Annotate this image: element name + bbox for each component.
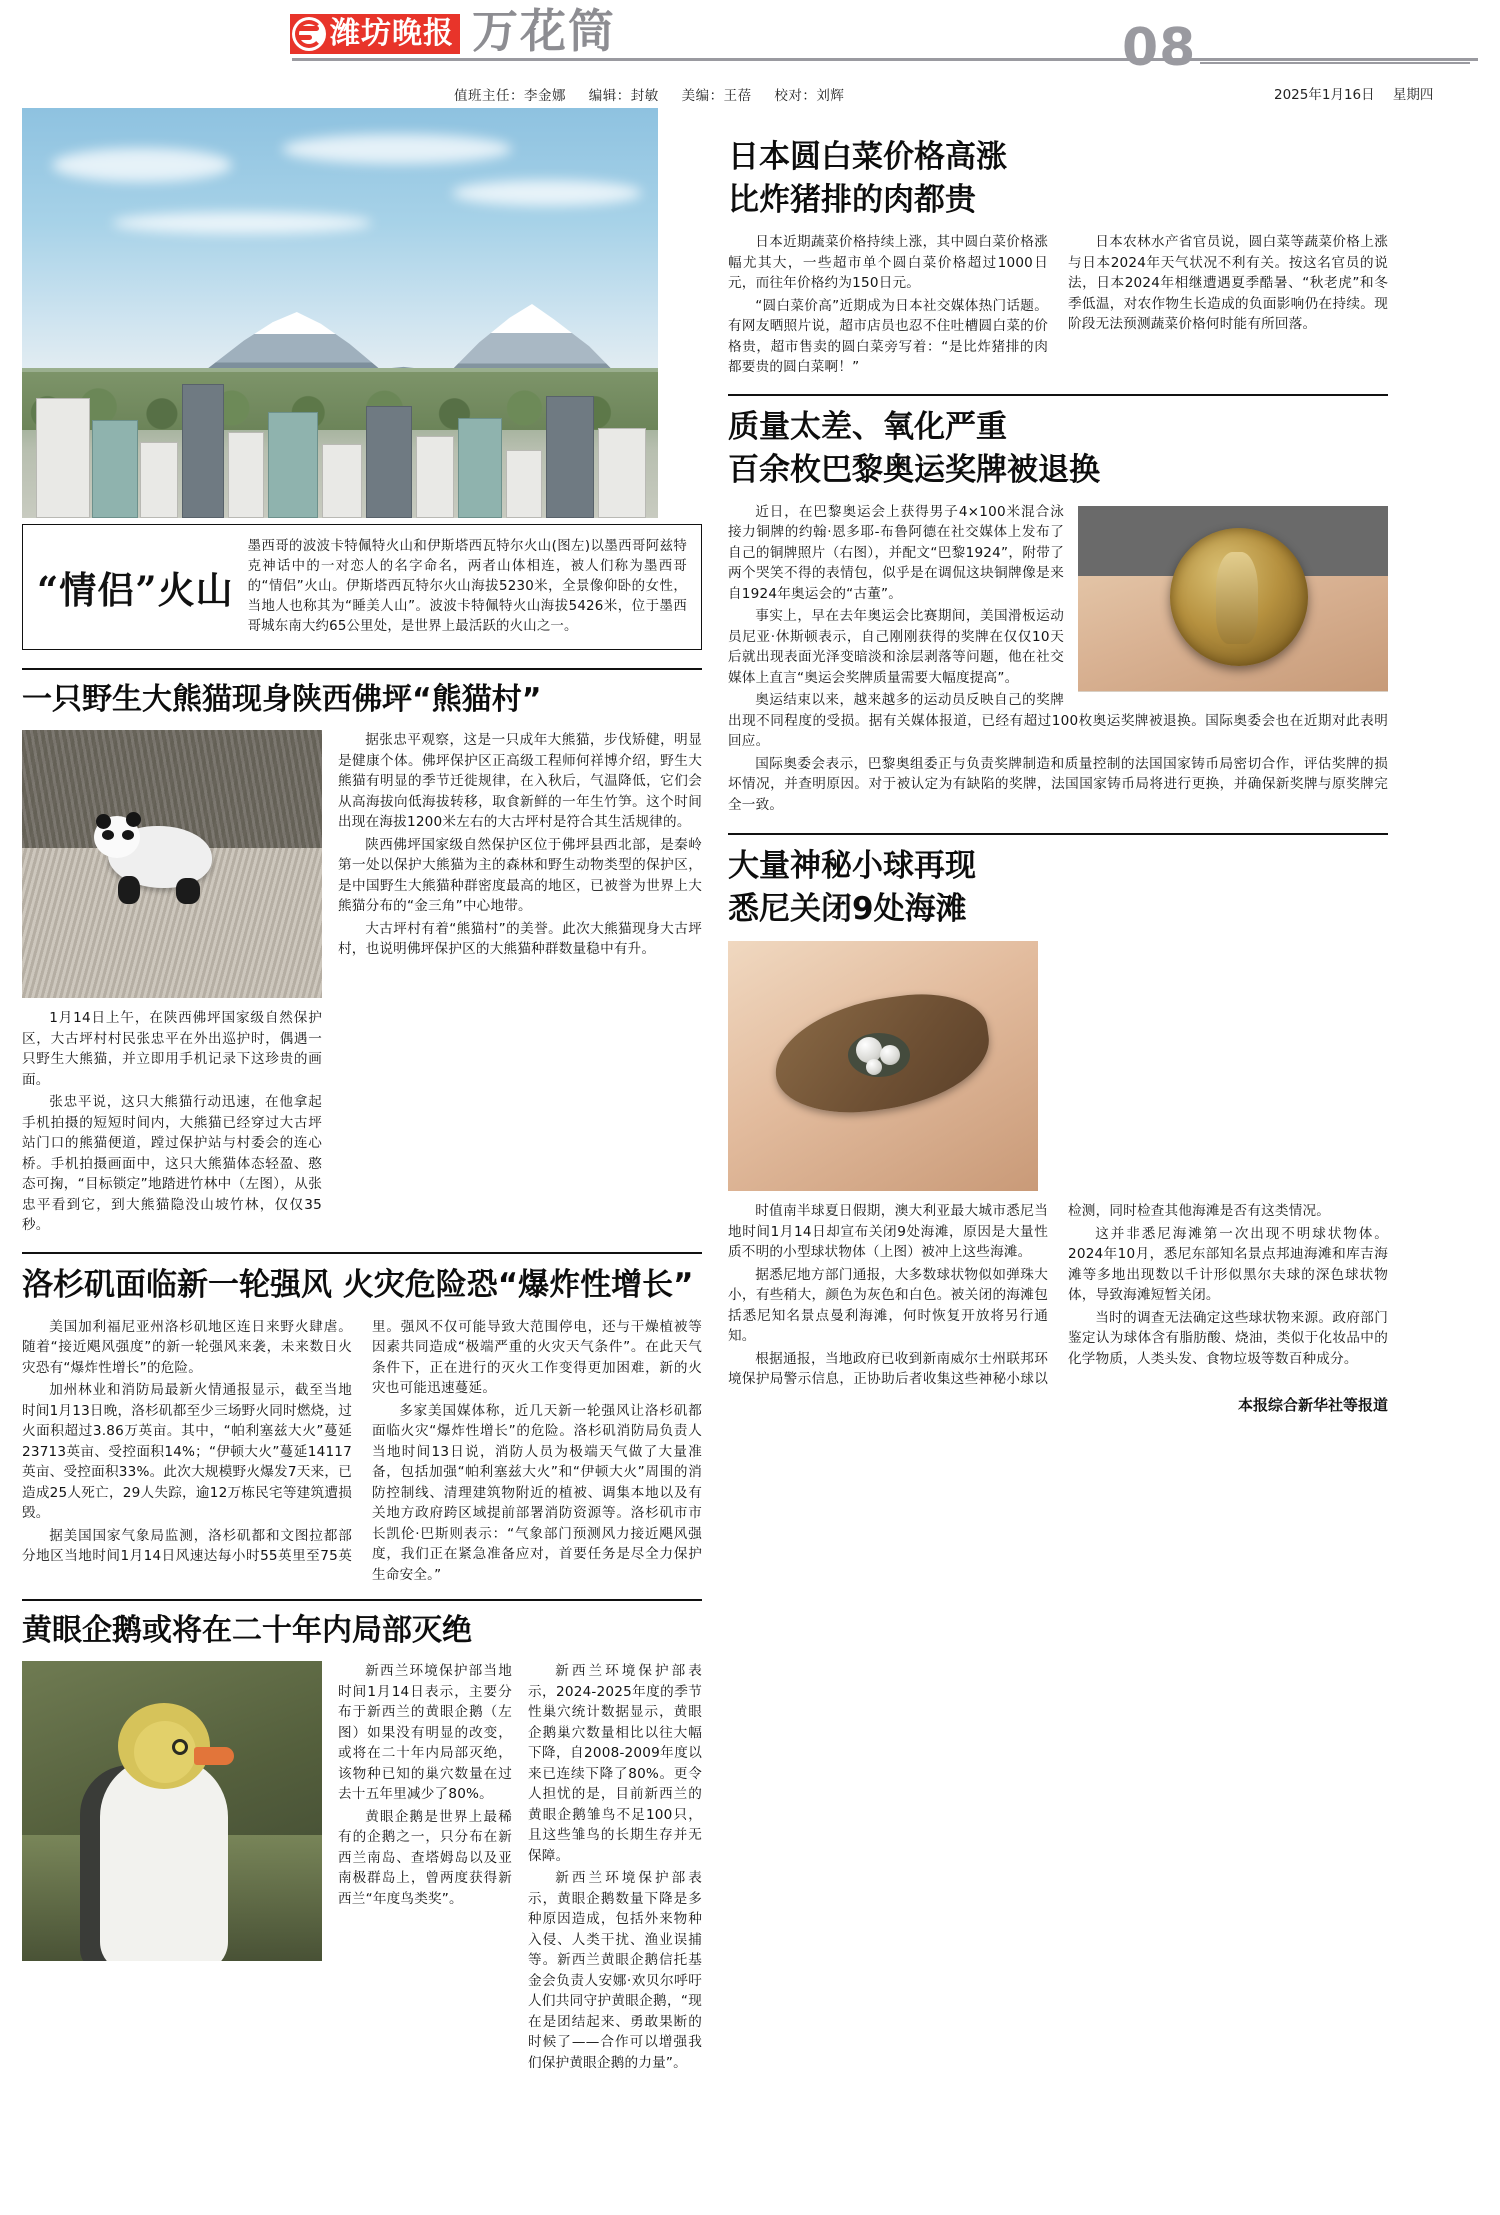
content-columns bbox=[22, 108, 1478, 2075]
byline-duty-director: 值班主任：李金娜 bbox=[454, 88, 566, 104]
penguin-paragraph-3: 新西兰环境保护部表示，黄眼企鹅数量下降是多种原因造成，包括外来物种入侵、人类干扰、渔业误捕等。新西兰黄眼企鹅信托基金会负责人安娜·欢贝尔呼吁人们共同守护黄眼企鹅，“现在是团结起来、勇敢果断的时候了——合作可以增强我们保护黄眼企鹅的力量”。 bbox=[528, 1870, 702, 2071]
penguin-beak-shape bbox=[194, 1747, 234, 1765]
medal-paragraph-2: 奥运结束以来，越来越多的运动员反映自己的奖牌出现不同程度的受损。据有关媒体报道，已经有超过100枚奥运奖牌被退换。国际奥委会也在近期对此表明回应。 bbox=[728, 692, 1388, 749]
cabbage-paragraph-1: “圆白菜价高”近期成为日本社交媒体热门话题。有网友晒照片说，超市店员也忍不住吐槽圆白菜的价格贵，超市售卖的圆白菜旁写着：“是比炸猪排的肉都要贵的圆白菜啊！” bbox=[728, 297, 1048, 375]
paris-olympic-medal-photo bbox=[1078, 506, 1388, 692]
sydney-rule-top bbox=[728, 833, 1388, 835]
penguin-paragraph-1: 黄眼企鹅是世界上最稀有的企鹅之一，只分布在新西兰南岛、查塔姆岛以及亚南极群岛上，曾两度获得新西兰“年度鸟类奖”。 bbox=[338, 1808, 512, 1907]
medal-paragraph-1: 事实上，早在去年奥运会比赛期间，美国滑板运动员尼亚·休斯顿表示，自己刚刚获得的奖牌在仅仅10天后就出现表面光泽变暗淡和涂层剥落等问题，他在社交媒体上直言“奥运会奖牌质量需要大幅度提高”。 bbox=[728, 608, 1064, 686]
supplement-name: 万花筒 bbox=[472, 4, 616, 58]
masthead-rule bbox=[292, 58, 1478, 61]
date-text: 2025年1月16日 bbox=[1274, 87, 1375, 103]
penguin-rule-top bbox=[22, 1599, 702, 1601]
cabbage-headline-line2: 比炸猪排的肉都贵 bbox=[728, 182, 976, 218]
panda-paragraph-2: 据张忠平观察，这是一只成年大熊猫，步伐矫健，明显是健康个体。佛坪保护区正高级工程师何祥博介绍，野生大熊猫有明显的季节迁徙规律，在入秋后，气温降低，它们会从高海拔向低海拔转移，取食新鲜的一年生竹笋。这个时间出现在海拔1200米左右的大古坪村是符合其生活规律的。 bbox=[338, 732, 702, 830]
byline-editor: 编辑：封敏 bbox=[588, 88, 659, 104]
medal-headline-line1: 质量太差、氧化严重 bbox=[728, 408, 1007, 445]
la-fire-headline: 洛杉矶面临新一轮强风 火灾危险恐“爆炸性增长” bbox=[22, 1266, 694, 1303]
sydney-paragraph-1: 据悉尼地方部门通报，大多数球状物似如弹珠大小，有些稍大，颜色为灰色和白色。被关闭的海滩包括悉尼知名景点曼利海滩，何时恢复开放将另行通知。 bbox=[728, 1266, 1048, 1344]
source-attribution: 本报综合新华社等报道 bbox=[1237, 1395, 1388, 1414]
paper-logo-box bbox=[290, 14, 460, 54]
penguin-paragraph-0: 新西兰环境保护部当地时间1月14日表示，主要分布于新西兰的黄眼企鹅（左图）如果没有明显的改变，或将在二十年内局部灭绝，该物种已知的巢穴数量在过去十五年里减少了80%。 bbox=[338, 1663, 512, 1802]
medal-paragraph-3: 国际奥委会表示，巴黎奥组委正与负责奖牌制造和质量控制的法国国家铸币局密切合作，评估奖牌的损坏情况，并查明原因。对于被认定为有缺陷的奖牌，法国国家铸币局将进行更换，并确保新奖牌与原奖牌完全一致。 bbox=[728, 755, 1388, 813]
volcano-headline: “情侣”火山 bbox=[37, 568, 234, 612]
byline bbox=[454, 84, 862, 104]
yellow-eyed-penguin-photo bbox=[22, 1661, 322, 1961]
cabbage-paragraph-2: 日本农林水产省官员说，圆白菜等蔬菜价格上涨与日本2024年天气状况不利有关。按这名官员的说法，日本2024年相继遭遇夏季酷暑、“秋老虎”和冬季低温，对农作物生长造成的负面影响仍在持续。现阶段无法预测蔬菜价格何时能有所回落。 bbox=[1068, 234, 1388, 332]
la-fire-paragraph-2: 据美国国家气象局监测，洛杉矶都和文图拉都部分地区当地时间1月14日风速达每小时55英里至75英里。强风不仅可能导致大范围停电，还与干燥植被等因素共同造成“极端严重的火灾天气条件”。在此天气条件下，正在进行的灭火工作变得更加困难，新的火灾也可能迅速蔓延。 bbox=[22, 1318, 702, 1564]
wild-panda-photo bbox=[22, 730, 322, 998]
penguin-headline: 黄眼企鹅或将在二十年内局部灭绝 bbox=[22, 1613, 472, 1648]
la-fire-paragraph-3: 多家美国媒体称，近几天新一轮强风让洛杉矶都面临火灾“爆炸性增长”的危险。洛杉矶消防局负责人当地时间13日说，消防人员为极端天气做了大量准备，包括加强“帕利塞兹大火”和“伊顿大火”周围的消防控制线、清理建筑物附近的植被、调集本地以及有关地方政府跨区域提前部署消防资源等。洛杉矶市市长凯伦·巴斯则表示：“气象部门预测风力接近飓风强度，我们正在紧急准备应对，首要任务是尽全力保护生命安全。” bbox=[372, 1402, 702, 1583]
la-fire-rule-top bbox=[22, 1252, 702, 1254]
page-number: 08 bbox=[1122, 18, 1197, 78]
panda-paragraph-4: 大古坪村有着“熊猫村”的美誉。此次大熊猫现身大古坪村，也说明佛坪保护区的大熊猫种群数量稳中有升。 bbox=[338, 920, 702, 957]
paper-name: 潍坊晚报 bbox=[330, 16, 454, 51]
panda-paragraph-0: 1月14日上午，在陕西佛坪国家级自然保护区，大古坪村村民张忠平在外出巡护时，偶遇一只野生大熊猫，并立即用手机记录下这珍贵的画面。 bbox=[22, 1010, 322, 1088]
cabbage-headline-line1: 日本圆白菜价格高涨 bbox=[728, 139, 1007, 175]
weekday-text: 星期四 bbox=[1392, 87, 1434, 103]
volcano-city-photo bbox=[22, 108, 658, 518]
penguin-eye-shape bbox=[172, 1739, 188, 1755]
penguin-paragraph-2: 新西兰环境保护部表示，2024-2025年度的季节性巢穴统计数据显示，黄眼企鹅巢穴数量相比以往大幅下降，自2008-2009年度以来已连续下降了80%。更令人担忧的是，目前新西兰的黄眼企鹅雏鸟不足100只，且这些雏鸟的长期生存并无保障。 bbox=[528, 1663, 702, 1864]
medal-disc-shape bbox=[1170, 528, 1308, 666]
masthead-rule-right bbox=[1200, 62, 1470, 64]
dateline bbox=[1260, 83, 1433, 103]
left-column bbox=[22, 108, 702, 2075]
sydney-paragraph-2: 根据通报，当地政府已收到新南威尔士州联邦环境保护局警示信息，正协助后者收集这些神秘小球以检测，同时检查其他海滩是否有这类情况。 bbox=[728, 1203, 1331, 1387]
medal-rule-top bbox=[728, 394, 1388, 396]
medal-headline-line2: 百余枚巴黎奥运奖牌被退换 bbox=[728, 451, 1100, 488]
masthead bbox=[22, 0, 1478, 104]
la-fire-paragraph-1: 加州林业和消防局最新火情通报显示，截至当地时间1月13日晚，洛杉矶都至少三场野火同时燃烧，过火面积超过3.86万英亩。其中，“帕利塞兹大火”蔓延23713英亩、受控面积14%；“伊顿大火”蔓延14117英亩、受控面积33%。此次大规模野火爆发7天来，已造成25人死亡，29人失踪，逾12万栋民宅等建筑遭损毁。 bbox=[22, 1382, 353, 1521]
panda-headline: 一只野生大熊猫现身陕西佛坪“熊猫村” bbox=[22, 682, 542, 717]
panda-rule-top bbox=[22, 668, 702, 670]
volcano-caption: 墨西哥的波波卡特佩特火山和伊斯塔西瓦特尔火山(图左)以墨西哥阿兹特克神话中的一对恋人的名字命名，两者山体相连，被人们称为墨西哥的“情侣”火山。伊斯塔西瓦特尔火山海拔5230米，全景像仰卧的女性，当地人也称其为“睡美人山”。波波卡特佩特火山海拔5426米，位于墨西哥城东南大约65公里处，是世界上最活跃的火山之一。 bbox=[247, 539, 687, 634]
byline-art-editor: 美编：王蓓 bbox=[681, 88, 752, 104]
cabbage-paragraph-0: 日本近期蔬菜价格持续上涨，其中圆白菜价格涨幅尤其大，一些超市单个圆白菜价格超过1000日元，而往年价格约为150日元。 bbox=[728, 234, 1048, 291]
panda-paragraph-1: 张忠平说，这只大熊猫行动迅速，在他拿起手机拍摄的短短时间内，大熊猫已经穿过大古坪站门口的熊猫便道，蹚过保护站与村委会的连心桥。手机拍摄画面中，这只大熊猫体态轻盈、憨态可掬，“目标锁定”地踏进竹林中（左图），从张忠平看到它，到大熊猫隐没山坡竹林，仅仅35秒。 bbox=[22, 1094, 322, 1233]
medal-paragraph-0: 近日，在巴黎奥运会上获得男子4×100米混合泳接力铜牌的约翰·恩多耶-布鲁阿德在社交媒体上发布了自己的铜牌照片（右图），并配文“巴黎1924”，附带了两个哭笑不得的表情包，似乎是在调侃这块铜牌像是来自1924年奥运会的“古董”。 bbox=[728, 503, 1064, 602]
la-fire-paragraph-0: 美国加利福尼亚州洛杉矶地区连日来野火肆虐。随着“接近飓风强度”的新一轮强风来袭，未来数日火灾恐有“爆炸性增长”的危险。 bbox=[22, 1318, 352, 1376]
panda-paragraph-3: 陕西佛坪国家级自然保护区位于佛坪县西北部，是秦岭第一处以保护大熊猫为主的森林和野生动物类型的保护区，是中国野生大熊猫种群密度最高的地区，已被誉为世界上大熊猫分布的“金三角”中心地带。 bbox=[338, 836, 702, 914]
sydney-paragraph-4: 当时的调查无法确定这些球状物来源。政府部门鉴定认为球体含有脂肪酸、烧油，类似于化妆品中的化学物质，人类头发、食物垃圾等数百种成分。 bbox=[1068, 1309, 1388, 1367]
sydney-headline-line2: 悉尼关闭9处海滩 bbox=[728, 891, 967, 927]
byline-proofreader: 校对：刘辉 bbox=[774, 88, 845, 104]
volcano-caption-box bbox=[22, 524, 702, 650]
sydney-headline-line1: 大量神秘小球再现 bbox=[728, 848, 976, 884]
mystery-ball-hand-photo bbox=[728, 941, 1038, 1191]
circular-swoosh-logo-icon bbox=[292, 17, 326, 51]
masthead-logo-group bbox=[290, 4, 616, 58]
sydney-paragraph-3: 这并非悉尼海滩第一次出现不明球状物体。2024年10月，悉尼东部知名景点邦迪海滩和库吉海滩等多地出现数以千计形似黑尔夫球的深色球状物体，导致海滩短暂关闭。 bbox=[1068, 1225, 1388, 1303]
sydney-paragraph-0: 时值南半球夏日假期，澳大利亚最大城市悉尼当地时间1月14日却宣布关闭9处海滩，原因是大量性质不明的小型球状物体（上图）被冲上这些海滩。 bbox=[728, 1203, 1048, 1260]
right-column bbox=[728, 108, 1388, 2075]
